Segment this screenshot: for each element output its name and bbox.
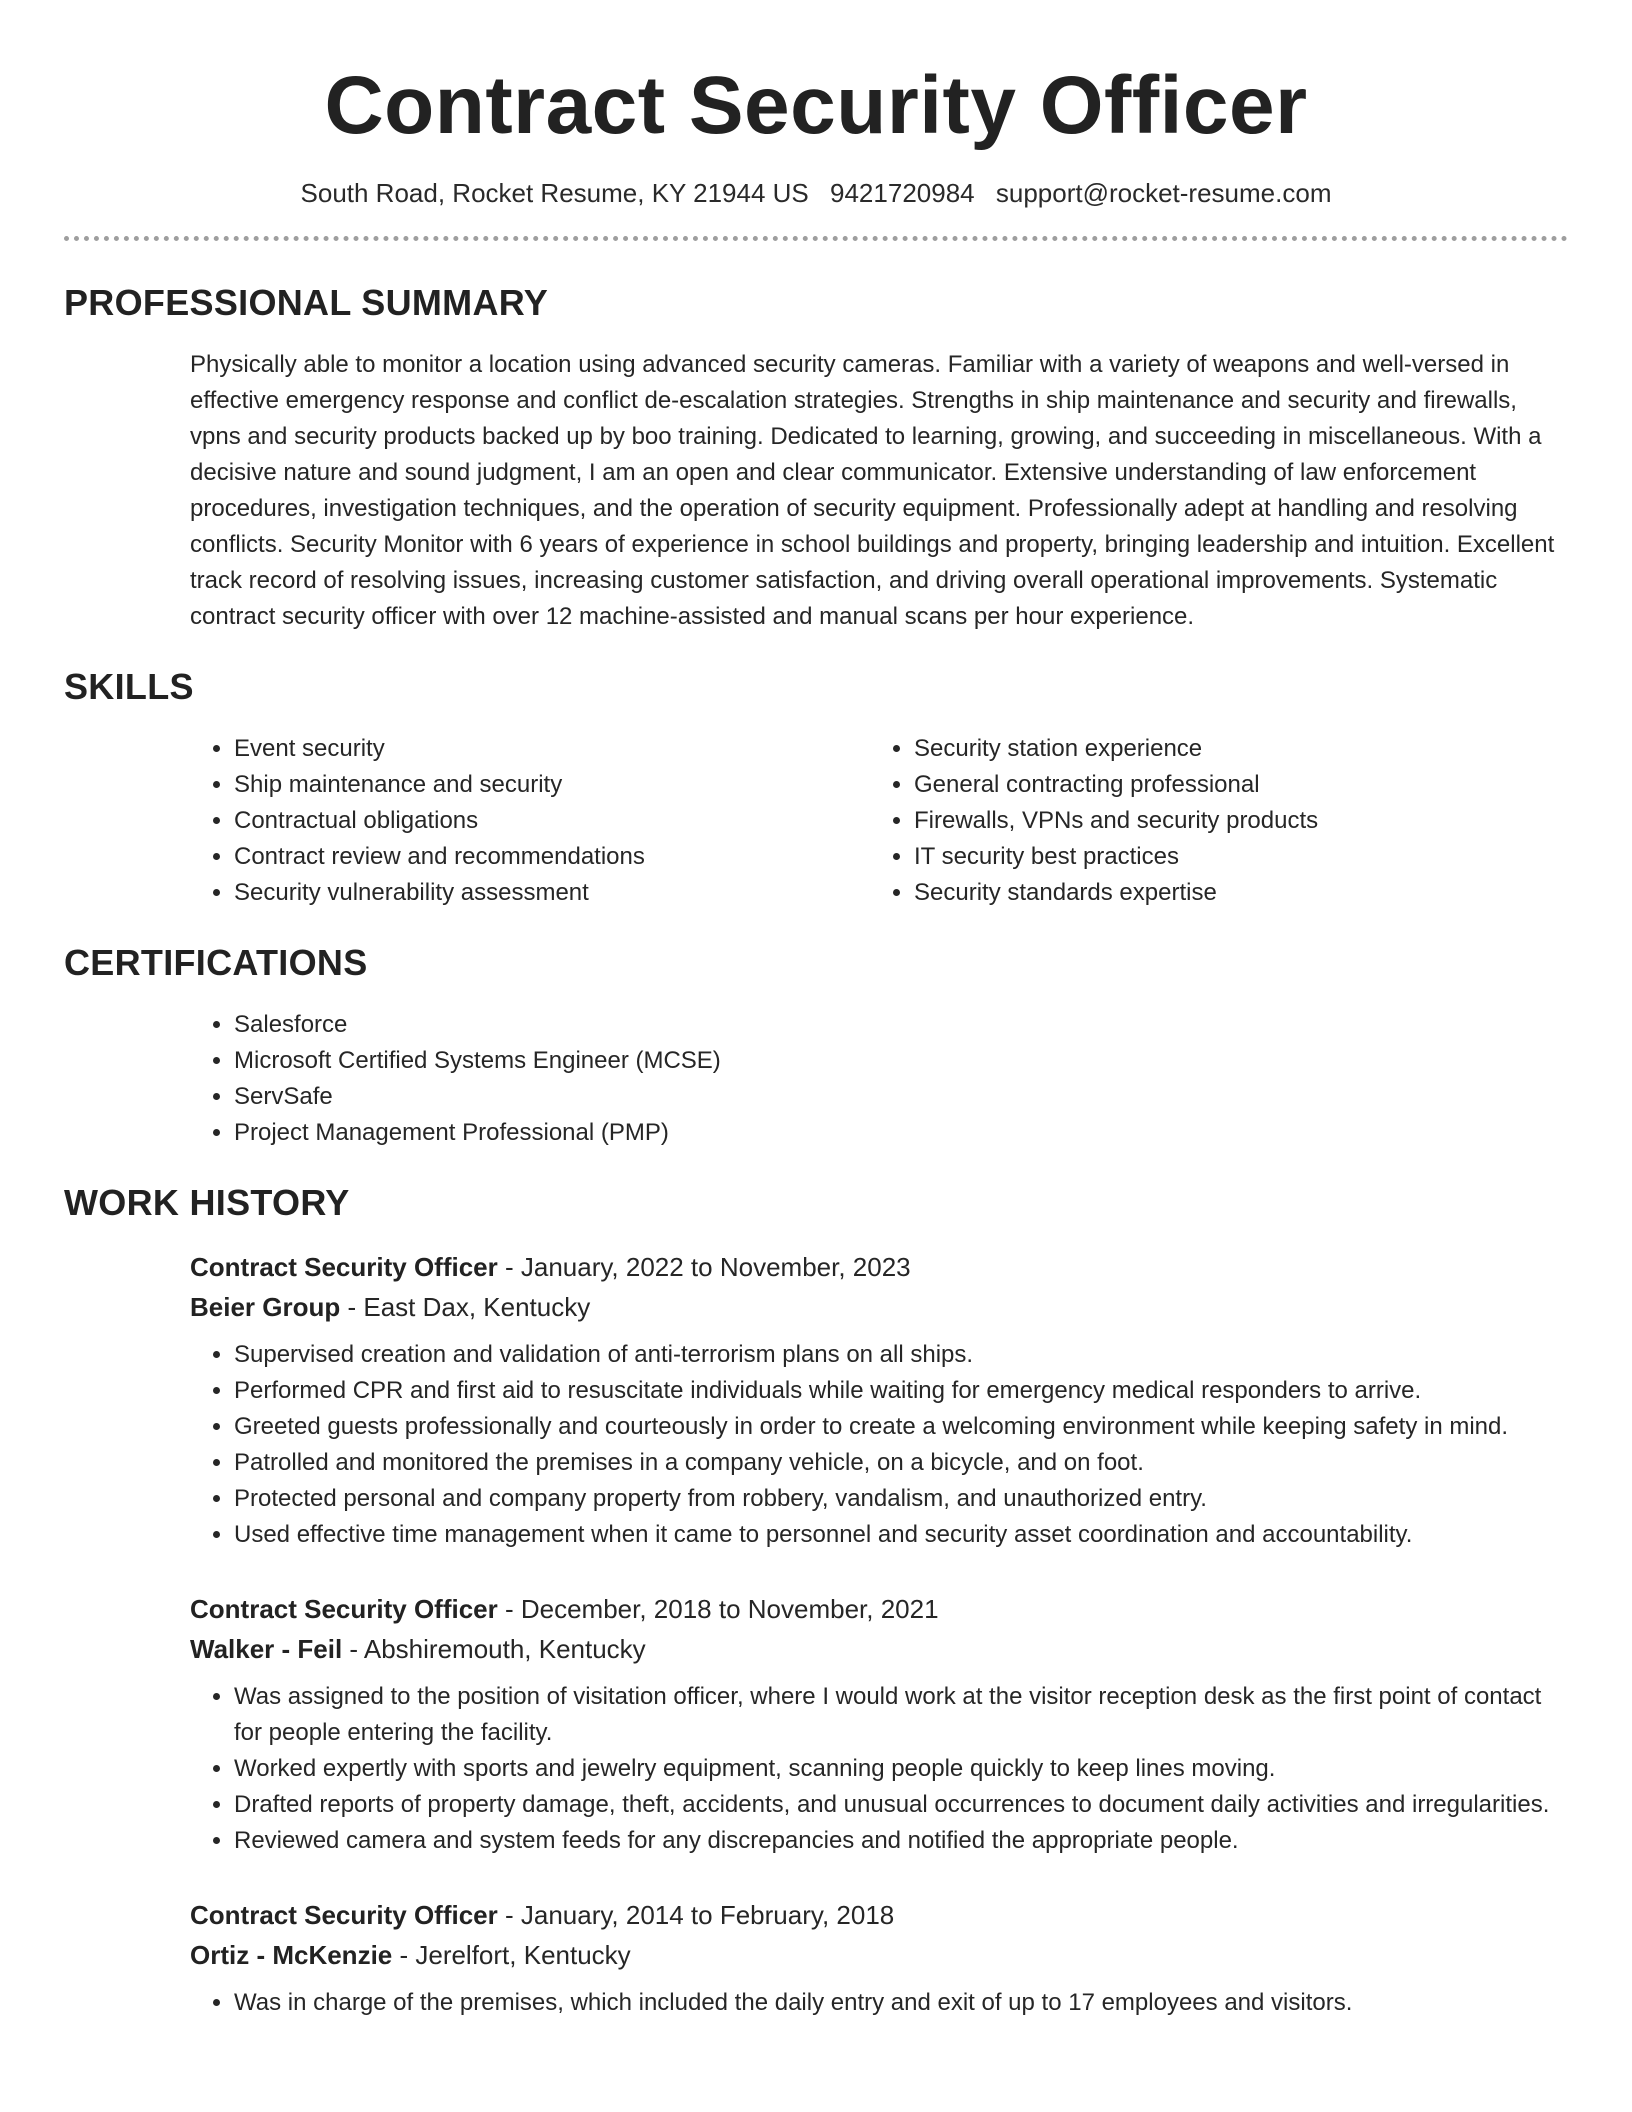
job-dates: - December, 2018 to November, 2021 bbox=[497, 1594, 939, 1624]
resume-page bbox=[64, 0, 1568, 2021]
certifications-block bbox=[190, 1007, 1568, 1151]
summary-heading: PROFESSIONAL SUMMARY bbox=[64, 282, 549, 323]
job-bullet: • Performed CPR and first aid to resuscitate individuals while waiting for emergency medical responders to arrive. bbox=[234, 1373, 1568, 1409]
certifications-list bbox=[190, 1007, 1568, 1151]
job-role: Contract Security Officer bbox=[190, 1252, 498, 1282]
job-company-line bbox=[190, 1935, 1568, 1975]
job-company: Walker - Feil bbox=[190, 1634, 343, 1664]
certification-item: • Microsoft Certified Systems Engineer (MCSE) bbox=[234, 1043, 1568, 1079]
job-location: - East Dax, Kentucky bbox=[340, 1292, 591, 1322]
contact-email: support@rocket-resume.com bbox=[995, 178, 1332, 208]
job-bullet: • Was in charge of the premises, which included the daily entry and exit of up to 17 employees and visitors. bbox=[234, 1985, 1568, 2021]
skill-item: • Security station experience bbox=[914, 731, 1514, 767]
job-bullet: • Protected personal and company property from robbery, vandalism, and unauthorized entry. bbox=[234, 1481, 1568, 1517]
job-role: Contract Security Officer bbox=[190, 1900, 498, 1930]
job-bullet: • Used effective time management when it came to personnel and security asset coordination and accountability. bbox=[234, 1517, 1568, 1553]
skill-item: • Contract review and recommendations bbox=[234, 839, 870, 875]
job-role-line bbox=[190, 1247, 1568, 1287]
job-bullets bbox=[190, 1985, 1568, 2021]
skill-item: • Security vulnerability assessment bbox=[234, 875, 870, 911]
skill-item: • Contractual obligations bbox=[234, 803, 870, 839]
certification-item: • Salesforce bbox=[234, 1007, 1568, 1043]
job-company: Ortiz - McKenzie bbox=[190, 1940, 393, 1970]
job-entry bbox=[190, 1589, 1568, 1859]
resume-name: Contract Security Officer bbox=[324, 60, 1308, 151]
job-role: Contract Security Officer bbox=[190, 1594, 498, 1624]
job-bullets bbox=[190, 1337, 1568, 1553]
job-bullet: • Reviewed camera and system feeds for any discrepancies and notified the appropriate people. bbox=[234, 1823, 1568, 1859]
job-bullet: • Worked expertly with sports and jewelry equipment, scanning people quickly to keep lines moving. bbox=[234, 1751, 1568, 1787]
job-bullets bbox=[190, 1679, 1568, 1859]
skill-item: • Firewalls, VPNs and security products bbox=[914, 803, 1514, 839]
job-bullet: • Drafted reports of property damage, theft, accidents, and unusual occurrences to document daily activities and irregularities. bbox=[234, 1787, 1568, 1823]
job-dates: - January, 2022 to November, 2023 bbox=[497, 1252, 911, 1282]
skills-heading: SKILLS bbox=[64, 666, 194, 707]
certifications-heading: CERTIFICATIONS bbox=[64, 942, 368, 983]
contact-phone: 9421720984 bbox=[830, 178, 975, 208]
skill-item: • Event security bbox=[234, 731, 870, 767]
contact-address: South Road, Rocket Resume, KY 21944 US bbox=[300, 178, 809, 208]
job-entry bbox=[190, 1247, 1568, 1553]
skills-columns bbox=[190, 731, 1568, 911]
skill-item: • Ship maintenance and security bbox=[234, 767, 870, 803]
job-company-line bbox=[190, 1287, 1568, 1327]
skill-item: • General contracting professional bbox=[914, 767, 1514, 803]
header-divider bbox=[64, 236, 1568, 241]
certification-item: • Project Management Professional (PMP) bbox=[234, 1115, 1568, 1151]
skills-right-list bbox=[870, 731, 1514, 911]
job-location: - Jerelfort, Kentucky bbox=[392, 1940, 631, 1970]
skills-left-list bbox=[190, 731, 870, 911]
job-role-line bbox=[190, 1895, 1568, 1935]
contact-line bbox=[64, 176, 1568, 210]
job-bullet: • Supervised creation and validation of anti-terrorism plans on all ships. bbox=[234, 1337, 1568, 1373]
job-entry bbox=[190, 1895, 1568, 2021]
job-role-line bbox=[190, 1589, 1568, 1629]
skill-item: • IT security best practices bbox=[914, 839, 1514, 875]
job-company-line bbox=[190, 1629, 1568, 1669]
certification-item: • ServSafe bbox=[234, 1079, 1568, 1115]
job-dates: - January, 2014 to February, 2018 bbox=[497, 1900, 895, 1930]
skill-item: • Security standards expertise bbox=[914, 875, 1514, 911]
job-company: Beier Group bbox=[190, 1292, 341, 1322]
job-location: - Abshiremouth, Kentucky bbox=[342, 1634, 646, 1664]
job-bullet: • Patrolled and monitored the premises in a company vehicle, on a bicycle, and on foot. bbox=[234, 1445, 1568, 1481]
summary-text: Physically able to monitor a location using advanced security cameras. Familiar with a variety of weapons and well-versed in effective emergency response and conflict de-escalation strategies. Strengths in ship maintenance and security and firewalls, vpns and security products backed up by boo training. Dedicated to learning, growing, and succeeding in miscellaneous. With a decisive nature and sound judgment, I am an open and clear communicator. Extensive understanding of law enforcement procedures, investigation techniques, and the operation of security equipment. Professionally adept at handling and resolving conflicts. Security Monitor with 6 years of experience in school buildings and property, bringing leadership and intuition. Excellent track record of resolving issues, increasing customer satisfaction, and driving overall operational improvements. Systematic contract security officer with over 12 machine-assisted and manual scans per hour experience. bbox=[190, 351, 1555, 630]
job-bullet: • Was assigned to the position of visitation officer, where I would work at the visitor reception desk as the first point of contact for people entering the facility. bbox=[234, 1679, 1568, 1751]
work-history-heading: WORK HISTORY bbox=[64, 1182, 350, 1223]
job-bullet: • Greeted guests professionally and courteously in order to create a welcoming environment while keeping safety in mind. bbox=[234, 1409, 1568, 1445]
